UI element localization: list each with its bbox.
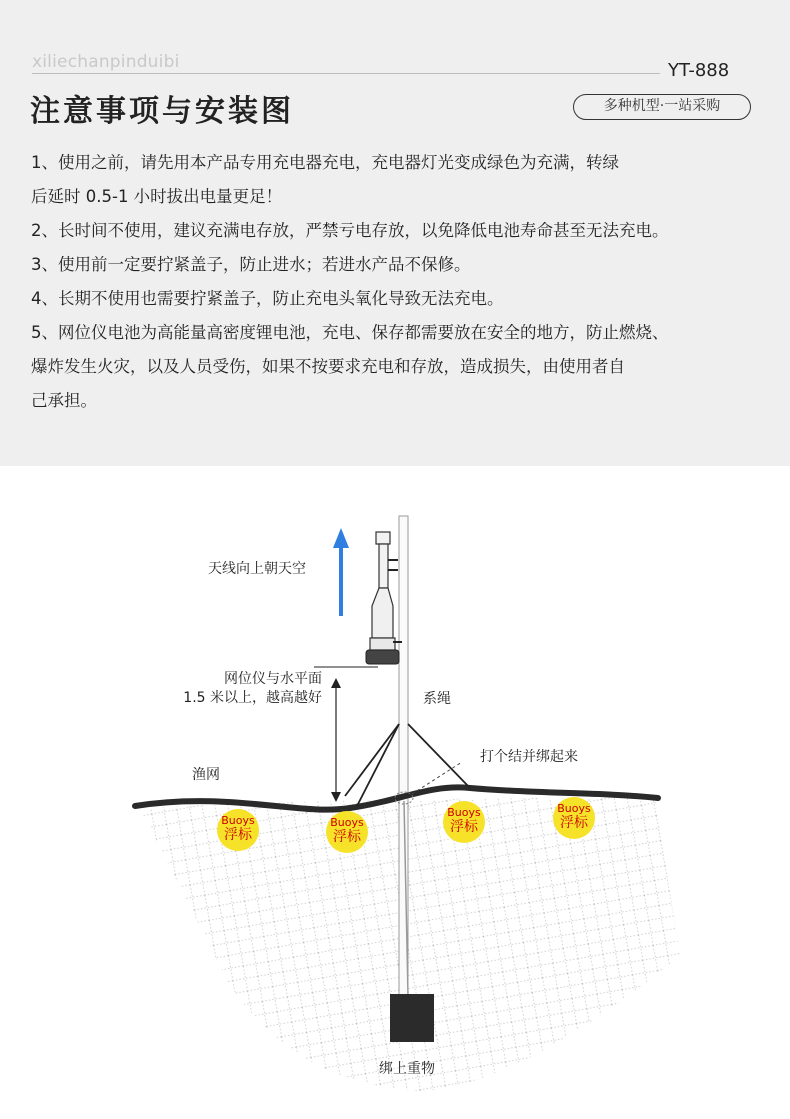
rope-label: 系绳 <box>423 691 451 707</box>
note-line: 5、网位仪电池为高能量高密度锂电池，充电、保存都需要放在安全的地方，防止燃烧、 <box>31 323 669 342</box>
note-line: 后延时 0.5-1 小时拔出电量更足！ <box>31 187 283 206</box>
buoy-label-zh: 浮标 <box>560 815 588 831</box>
rope-left-1 <box>345 724 399 796</box>
tagline-badge: 多种机型·一站采购 <box>573 94 751 120</box>
rope-right <box>408 724 470 788</box>
note-line: 己承担。 <box>31 391 97 410</box>
height-label: 网位仪与水平面 1.5 米以上，越高越好 <box>183 671 322 706</box>
height-arrow-top <box>331 678 341 688</box>
weight-block <box>390 994 434 1042</box>
note-line: 3、使用前一定要拧紧盖子，防止进水；若进水产品不保修。 <box>31 255 471 274</box>
rope-left-2 <box>357 724 399 806</box>
net-label: 渔网 <box>192 767 220 783</box>
note-line: 2、长时间不使用，建议充满电存放，严禁亏电存放，以免降低电池寿命甚至无法充电。 <box>31 221 669 240</box>
buoy-label-zh: 浮标 <box>333 829 361 845</box>
buoy-label-1 <box>215 814 261 843</box>
net-locator-device <box>366 532 402 664</box>
buoy-label-3 <box>441 806 487 835</box>
model-number: YT-888 <box>668 60 730 81</box>
installation-diagram <box>0 466 790 1115</box>
weight-label: 绑上重物 <box>379 1061 435 1077</box>
diagram-canvas <box>0 466 790 1115</box>
note-line: 1、使用之前，请先用本产品专用充电器充电，充电器灯光变成绿色为充满，转绿 <box>31 153 619 172</box>
page-title: 注意事项与安装图 <box>30 94 294 129</box>
buoy-label-zh: 浮标 <box>224 827 252 843</box>
note-line: 4、长期不使用也需要拧紧盖子，防止充电头氧化导致无法充电。 <box>31 289 504 308</box>
buoy-label-4 <box>551 802 597 831</box>
watermark-text: xiliechanpinduibi <box>32 52 180 72</box>
height-arrow-bottom <box>331 792 341 802</box>
buoy-label-en: Buoys <box>330 816 364 829</box>
header-divider <box>32 73 660 74</box>
buoy-label-en: Buoys <box>557 802 591 815</box>
buoy-label-en: Buoys <box>221 814 255 827</box>
up-arrow-head <box>333 528 349 548</box>
note-line: 爆炸发生火灾，以及人员受伤，如果不按要求充电和存放，造成损失，由使用者自 <box>31 357 625 376</box>
buoy-label-en: Buoys <box>447 806 481 819</box>
buoy-label-zh: 浮标 <box>450 819 478 835</box>
knot-label: 打个结并绑起来 <box>480 749 578 765</box>
notes-list <box>31 146 771 418</box>
buoy-label-2 <box>324 816 370 845</box>
antenna-label: 天线向上朝天空 <box>208 561 306 577</box>
